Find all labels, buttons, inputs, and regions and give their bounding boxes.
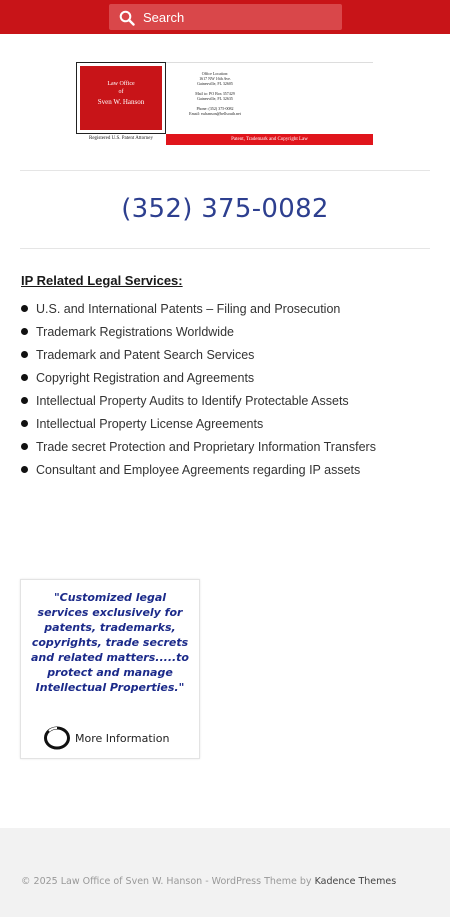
top-bar — [0, 0, 450, 34]
list-item — [21, 435, 376, 458]
logo-line-3: Sven W. Hanson — [97, 98, 145, 106]
footer — [0, 828, 450, 917]
service-text: Copyright Registration and Agreements — [36, 370, 255, 385]
bullet-icon — [21, 466, 28, 473]
search-input[interactable] — [143, 4, 338, 30]
list-item — [21, 320, 376, 343]
footer-copyright — [21, 876, 396, 887]
address-line: Phone: (352) 375-0082 — [196, 106, 234, 111]
service-text: Intellectual Property Audits to Identify Protectable Assets — [36, 393, 349, 408]
bullet-icon — [21, 397, 28, 404]
ring-icon — [43, 726, 71, 750]
address-line: Mail to: PO Box 357429 — [195, 91, 235, 96]
service-text: Trade secret Protection and Proprietary Information Transfers — [36, 439, 376, 454]
logo-red-box — [76, 62, 166, 134]
search-icon[interactable] — [119, 10, 135, 26]
logo-line-2: of — [118, 89, 124, 95]
list-item — [21, 297, 376, 320]
service-text: Intellectual Property License Agreements — [36, 416, 264, 431]
services-title: IP Related Legal Services: — [21, 273, 183, 288]
services-list — [21, 297, 376, 481]
bullet-icon — [21, 305, 28, 312]
list-item — [21, 412, 376, 435]
list-item — [21, 458, 376, 481]
promo-quote: "Customized legal services exclusively for patents, trademarks, copyrights, trade secrets and related matters.....to protect and manage Intellectual Properties." — [30, 591, 189, 694]
service-text: Consultant and Employee Agreements regarding IP assets — [36, 462, 361, 477]
address-line: 1617 NW 16th Ave. — [199, 76, 231, 81]
phone-number[interactable]: (352) 375-0082 — [121, 194, 329, 224]
list-item — [21, 366, 376, 389]
service-text: Trademark Registrations Worldwide — [36, 324, 234, 339]
address-line: Email: swhanson@bellsouth.net — [189, 111, 241, 116]
banner-address — [180, 71, 250, 116]
more-information-label: More Information — [75, 731, 170, 745]
service-text: Trademark and Patent Search Services — [36, 347, 255, 362]
list-item — [21, 343, 376, 366]
bullet-icon — [21, 328, 28, 335]
bullet-icon — [21, 420, 28, 427]
address-line: Gainesville, FL 32635 — [197, 96, 233, 101]
banner-divider — [166, 62, 373, 63]
divider — [20, 248, 430, 249]
more-information-link[interactable] — [43, 726, 169, 750]
header-logo-banner[interactable] — [20, 60, 430, 146]
bullet-icon — [21, 351, 28, 358]
address-line: Office Location: — [201, 71, 229, 76]
bullet-icon — [21, 443, 28, 450]
search-box[interactable] — [109, 4, 342, 30]
promo-card[interactable] — [20, 579, 200, 759]
list-item — [21, 389, 376, 412]
banner-registered-label: Registered U.S. Patent Attorney — [88, 136, 154, 141]
logo-line-1: Law Office — [107, 81, 135, 87]
banner-practice-label: Patent, Trademark and Copyright Law — [166, 134, 373, 145]
footer-copyright-text: © 2025 Law Office of Sven W. Hanson - WordPress Theme by — [21, 876, 315, 887]
kadence-themes-link[interactable]: Kadence Themes — [314, 876, 397, 887]
service-text: U.S. and International Patents – Filing and Prosecution — [36, 301, 341, 316]
divider — [20, 170, 430, 171]
address-line: Gainesville, FL 32605 — [197, 81, 233, 86]
bullet-icon — [21, 374, 28, 381]
